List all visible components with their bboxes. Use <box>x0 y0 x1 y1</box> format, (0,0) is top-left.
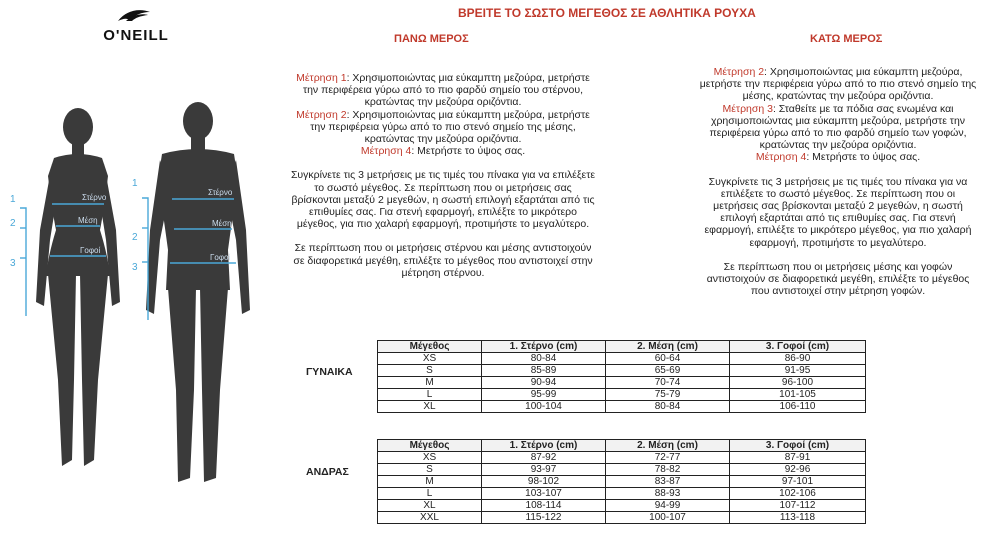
waist-cell: 70-74 <box>606 377 730 389</box>
size-cell: S <box>378 365 482 377</box>
svg-text:O'NEILL: O'NEILL <box>103 27 169 44</box>
hips-cell: 87-91 <box>730 452 866 464</box>
man-label-hips: Γοφοί <box>210 253 231 262</box>
top-paragraph-1: Συγκρίνετε τις 3 μετρήσεις με τις τιμές του πίνακα για να επιλέξετε το σωστό μέγεθος. Σε περίπτωση που οι μετρήσεις σας βρίσκονται μεταξύ 2 μεγεθών, η σωστή επιλογή εξαρτάται από τις επιθυμίες σας. Για στενή εφαρμογή, επιλέξτε το μικρότερο μέγεθος, για πιο χαλαρή εφαρμογή, προτιμήστε το μεγαλύτερο. <box>290 169 596 231</box>
man-number-2: 2 <box>132 232 138 243</box>
bottom-m4-text: : Μετρήστε το ύψος σας. <box>806 151 921 164</box>
chest-cell: 100-104 <box>482 401 606 413</box>
hips-cell: 101-105 <box>730 389 866 401</box>
hips-cell: 92-96 <box>730 464 866 476</box>
chest-cell: 95-99 <box>482 389 606 401</box>
waist-cell: 83-87 <box>606 476 730 488</box>
waist-cell: 65-69 <box>606 365 730 377</box>
chest-cell: 90-94 <box>482 377 606 389</box>
top-m2-label: Μέτρηση 2 <box>296 108 347 121</box>
size-cell: XL <box>378 500 482 512</box>
table-row <box>378 377 866 389</box>
chest-cell: 87-92 <box>482 452 606 464</box>
table-row <box>378 512 866 524</box>
header-size: Μέγεθος <box>378 440 482 452</box>
header-waist: 2. Μέση (cm) <box>606 440 730 452</box>
size-cell: S <box>378 464 482 476</box>
size-cell: XS <box>378 452 482 464</box>
header-hips: 3. Γοφοί (cm) <box>730 440 866 452</box>
table-row <box>378 353 866 365</box>
size-cell: XXL <box>378 512 482 524</box>
size-cell: M <box>378 476 482 488</box>
man-number-3: 3 <box>132 262 138 273</box>
hips-cell: 86-90 <box>730 353 866 365</box>
body-measurement-figures <box>0 80 270 540</box>
table-row <box>378 464 866 476</box>
women-size-table <box>377 340 866 413</box>
man-number-1: 1 <box>132 178 138 189</box>
top-m1-label: Μέτρηση 1 <box>296 72 347 84</box>
top-m4-label: Μέτρηση 4 <box>360 145 412 158</box>
chest-cell: 115-122 <box>482 512 606 524</box>
table-header-row <box>378 341 866 353</box>
waist-cell: 78-82 <box>606 464 730 476</box>
man-label-chest: Στέρνο <box>208 188 233 197</box>
table-row <box>378 365 866 377</box>
table-row <box>378 500 866 512</box>
top-paragraph-2: Σε περίπτωση που οι μετρήσεις στέρνου και μέσης αντιστοιχούν σε διαφορετικά μεγέθη, επιλέξτε το μέγεθος που αντιστοιχεί στην μέτρηση στέρνου. <box>293 242 593 279</box>
men-size-table <box>377 439 866 524</box>
table-row <box>378 476 866 488</box>
chest-cell: 108-114 <box>482 500 606 512</box>
top-m2-text: : Χρησιμοποιώντας μια εύκαμπτη μεζούρα, μετρήστε την περιφέρεια γύρω από το πιο στενό σημείο της μέσης, κρατώντας την μεζούρα οριζόντια. <box>310 108 590 146</box>
chest-cell: 93-97 <box>482 464 606 476</box>
woman-figure <box>36 108 120 466</box>
table-row <box>378 389 866 401</box>
men-table-label: ΑΝΔΡΑΣ <box>306 466 349 478</box>
top-instructions <box>290 72 596 291</box>
hips-cell: 107-112 <box>730 500 866 512</box>
bottom-instructions <box>698 66 978 309</box>
chest-cell: 98-102 <box>482 476 606 488</box>
bottom-m4-label: Μέτρηση 4 <box>755 151 807 164</box>
woman-number-1: 1 <box>10 194 16 205</box>
bottom-m3-text: : Σταθείτε με τα πόδια σας ενωμένα και χρησιμοποιώντας μια εύκαμπτη μεζούρα, μετρήστε την περιφέρεια γύρω από το πιο φαρδύ σημείο των γοφών, κρατώντας την μεζούρα οριζόντια. <box>709 102 967 152</box>
woman-number-3: 3 <box>10 258 16 269</box>
oneill-wave-logo-icon <box>88 6 184 46</box>
chest-cell: 103-107 <box>482 488 606 500</box>
hips-cell: 96-100 <box>730 377 866 389</box>
hips-cell: 102-106 <box>730 488 866 500</box>
bottom-m3-label: Μέτρηση 3 <box>722 102 773 115</box>
top-m4-text: : Μετρήστε το ύψος σας. <box>411 145 526 158</box>
hips-cell: 106-110 <box>730 401 866 413</box>
waist-cell: 88-93 <box>606 488 730 500</box>
hips-cell: 113-118 <box>730 512 866 524</box>
header-size: Μέγεθος <box>378 341 482 353</box>
table-header-row <box>378 440 866 452</box>
chest-cell: 80-84 <box>482 353 606 365</box>
top-m1-text: : Χρησιμοποιώντας μια εύκαμπτη μεζούρα, μετρήστε την περιφέρεια γύρω από το πιο φαρδύ σημείο του στέρνου, κρατώντας την μεζούρα οριζόντια. <box>302 72 590 109</box>
waist-cell: 75-79 <box>606 389 730 401</box>
man-figure <box>146 102 250 482</box>
size-cell: L <box>378 488 482 500</box>
table-row <box>378 401 866 413</box>
header-chest: 1. Στέρνο (cm) <box>482 341 606 353</box>
waist-cell: 72-77 <box>606 452 730 464</box>
table-row <box>378 488 866 500</box>
waist-cell: 94-99 <box>606 500 730 512</box>
waist-cell: 60-64 <box>606 353 730 365</box>
header-hips: 3. Γοφοί (cm) <box>730 341 866 353</box>
bottom-paragraph-2: Σε περίπτωση που οι μετρήσεις μέσης και γοφών αντιστοιχούν σε διαφορετικά μεγέθη, επιλέξτε το μέγεθος που αντιστοιχεί στην μέτρηση γοφών. <box>706 260 970 298</box>
bottom-section-heading: ΚΑΤΩ ΜΕΡΟΣ <box>810 33 883 45</box>
woman-label-hips: Γοφοί <box>80 246 101 255</box>
size-cell: XL <box>378 401 482 413</box>
size-cell: M <box>378 377 482 389</box>
hips-cell: 97-101 <box>730 476 866 488</box>
size-cell: L <box>378 389 482 401</box>
man-label-waist: Μέση <box>212 219 232 228</box>
woman-label-waist: Μέση <box>78 216 98 225</box>
size-cell: XS <box>378 353 482 365</box>
bottom-m2-label: Μέτρηση 2 <box>713 66 765 78</box>
page-title: ΒΡΕΙΤΕ ΤΟ ΣΩΣΤΟ ΜΕΓΕΘΟΣ ΣΕ ΑΘΛΗΤΙΚΑ ΡΟΥΧΑ <box>458 6 756 20</box>
oneill-logo <box>88 6 184 46</box>
table-row <box>378 452 866 464</box>
hips-cell: 91-95 <box>730 365 866 377</box>
top-section-heading: ΠΑΝΩ ΜΕΡΟΣ <box>394 33 469 45</box>
women-table-label: ΓΥΝΑΙΚΑ <box>306 366 353 378</box>
header-waist: 2. Μέση (cm) <box>606 341 730 353</box>
waist-cell: 80-84 <box>606 401 730 413</box>
woman-number-2: 2 <box>10 218 16 229</box>
bottom-paragraph-1: Συγκρίνετε τις 3 μετρήσεις με τις τιμές του πίνακα για να επιλέξετε το σωστό μέγεθος. Σε περίπτωση που οι μετρήσεις σας βρίσκονται μεταξύ 2 μεγεθών, η σωστή επιλογή εξαρτάται από τις επιθυμίες σας. Για στενή εφαρμογή, επιλέξτε το μικρότερο μέγεθος, για πιο χαλαρή εφαρμογή, προτιμήστε το μεγαλύτερο. <box>704 175 972 249</box>
woman-label-chest: Στέρνο <box>82 193 107 202</box>
chest-cell: 85-89 <box>482 365 606 377</box>
header-chest: 1. Στέρνο (cm) <box>482 440 606 452</box>
bottom-m2-text: : Χρησιμοποιώντας μια εύκαμπτη μεζούρα, μετρήστε την περιφέρεια γύρω από το πιο στενό σημείο της μέσης, κρατώντας την μεζούρα οριζόντια. <box>699 66 977 103</box>
waist-cell: 100-107 <box>606 512 730 524</box>
